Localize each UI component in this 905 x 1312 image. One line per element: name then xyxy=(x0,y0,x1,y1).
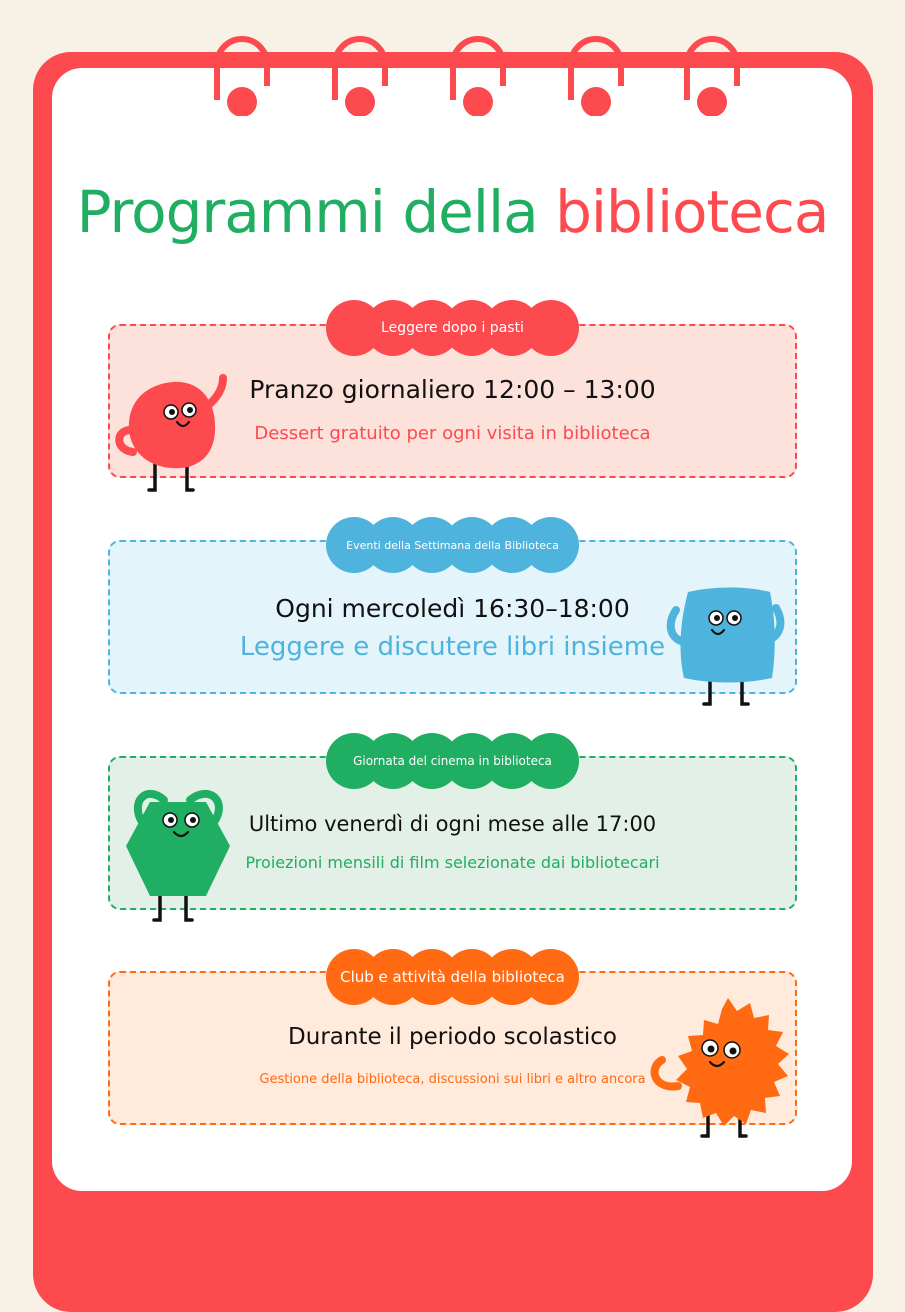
binder-ring-icon xyxy=(211,34,273,116)
binder-ring-icon xyxy=(329,34,391,116)
page-title-part1: Programmi della xyxy=(76,178,538,246)
program-schedule: Durante il periodo scolastico xyxy=(288,1024,617,1050)
green-hexagon-mascot-icon xyxy=(120,782,236,928)
program-description: Gestione della biblioteca, discussioni sui libri e altro ancora xyxy=(259,1072,646,1087)
program-tag-library-week xyxy=(326,517,579,573)
program-tag-clubs-activities xyxy=(326,949,579,1005)
program-tag-cinema-day xyxy=(326,733,579,789)
binder-ring-icon xyxy=(681,34,743,116)
program-tag-lunch-reading xyxy=(326,300,579,356)
binder-ring-icon xyxy=(565,34,627,116)
program-tag-label: Giornata del cinema in biblioteca xyxy=(353,754,552,768)
program-tag-label: Club e attività della biblioteca xyxy=(340,968,565,986)
program-schedule: Ultimo venerdì di ogni mese alle 17:00 xyxy=(248,812,657,836)
binder-ring-icon xyxy=(447,34,509,116)
program-schedule: Ogni mercoledì 16:30–18:00 xyxy=(275,594,630,623)
program-tag-label: Eventi della Settimana della Biblioteca xyxy=(346,538,559,552)
page-title-part2: biblioteca xyxy=(555,178,829,246)
program-description: Proiezioni mensili di film selezionate dai bibliotecari xyxy=(245,853,660,872)
program-tag-label: Leggere dopo i pasti xyxy=(381,320,524,336)
program-schedule: Pranzo giornaliero 12:00 – 13:00 xyxy=(249,375,656,404)
orange-sun-mascot-icon xyxy=(648,998,792,1144)
program-description: Leggere e discutere libri insieme xyxy=(239,632,666,662)
program-description: Dessert gratuito per ogni visita in biblioteca xyxy=(254,423,651,444)
page-title xyxy=(0,178,905,246)
blue-square-mascot-icon xyxy=(654,582,794,710)
red-blob-mascot-icon xyxy=(115,372,235,498)
